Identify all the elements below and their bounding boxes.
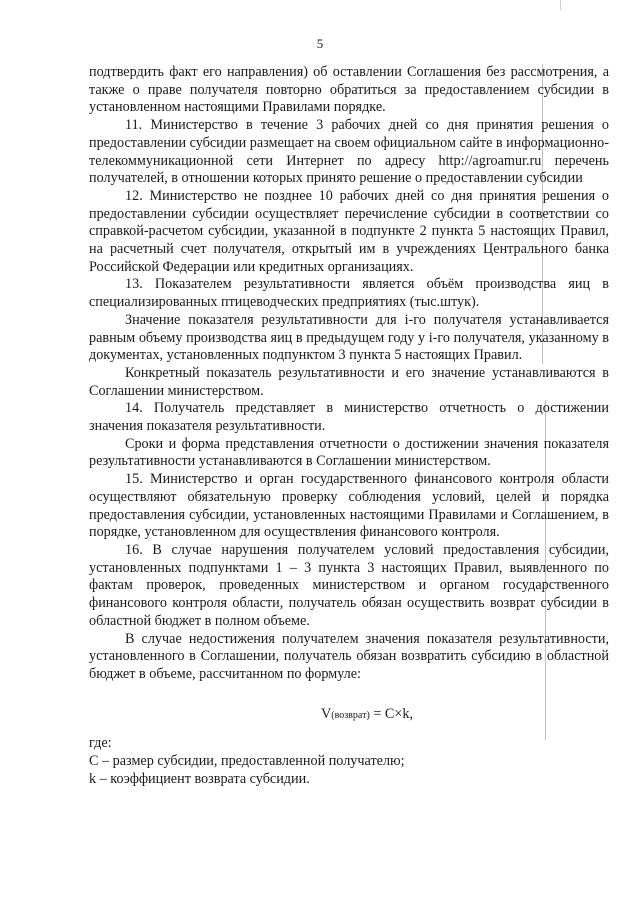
paragraph-item-16: 16. В случае нарушения получателем условий предоставления субсидии, установленных подпунктами 1 – 3 пункта 3 настоящих Правил, выявленного по фактам проверок, проведенных министерством и органом государственного финансового контроля области, получатель обязан осуществить возврат субсидии в областной бюджет в полном объеме.: [89, 541, 609, 629]
paragraph-indicator-value: Значение показателя результативности для i-го получателя устанавливается равным объему производства яиц в предыдущем году у i-го получателя, указанному в документах, установленных подпунктом 3 пункта 5 настоящих Правил.: [89, 311, 609, 364]
scan-artifact-line: [560, 0, 561, 10]
formula-subscript: (возврат): [331, 709, 370, 721]
paragraph-item-13: 13. Показателем результативности является объём производства яиц в специализированных птицеводческих предприятиях (тыс.штук).: [89, 276, 609, 311]
paragraph-nonachievement: В случае недостижения получателем значения показателя результативности, установленного в Соглашении, получатель обязан возвратить субсидию в областной бюджет в объеме, рассчитанном по формуле:: [89, 630, 609, 682]
paragraph-indicator-specific: Конкретный показатель результативности и его значение устанавливаются в Соглашении министерством.: [89, 364, 609, 399]
definitions-intro: где:: [89, 735, 112, 752]
document-body: [89, 64, 609, 788]
formula-lhs: V: [321, 705, 332, 722]
page-number: 5: [316, 36, 324, 51]
paragraph-item-11: 11. Министерство в течение 3 рабочих дней со дня принятия решения о предоставлении субсидии размещает на своем официальном сайте в информационно-телекоммуникационной сети Интернет по адресу http://agroamur.ru перечень получателей, в отношении которых принято решение о предоставлении субсидии: [89, 117, 609, 187]
paragraph-reporting-terms: Сроки и форма представления отчетности о достижении значения показателя результативности устанавливаются в Соглашении министерством.: [89, 435, 609, 470]
paragraph-item-15: 15. Министерство и орган государственного финансового контроля области осуществляют обязательную проверку соблюдения условий, целей и порядка предоставления субсидии, установленных настоящими Правилами и Соглашением, в порядке, установленном для осуществления финансового контроля.: [89, 471, 609, 541]
definition-k: k – коэффициент возврата субсидии.: [89, 770, 310, 787]
paragraph-item-12: 12. Министерство не позднее 10 рабочих дней со дня принятия решения о предоставлении субсидии осуществляет перечисление субсидии в соответствии со справкой-расчетом субсидии, указанной в подпункте 2 пункта 5 настоящих Правил, на расчетный счет получателя, открытый им в учреждениях Центрального банка Российской Федерации или кредитных организациях.: [89, 187, 609, 275]
refund-formula: [89, 706, 609, 725]
paragraph-continuation: подтвердить факт его направления) об оставлении Соглашения без рассмотрения, а также о праве получателя повторно обратиться за предоставлением субсидии в установленном настоящими Правилами порядке.: [89, 64, 609, 116]
definition-c: C – размер субсидии, предоставленной получателю;: [89, 753, 405, 770]
formula-rhs: = C×k,: [369, 705, 413, 722]
paragraph-item-14: 14. Получатель представляет в министерство отчетность о достижении значения показателя результативности.: [89, 400, 609, 435]
